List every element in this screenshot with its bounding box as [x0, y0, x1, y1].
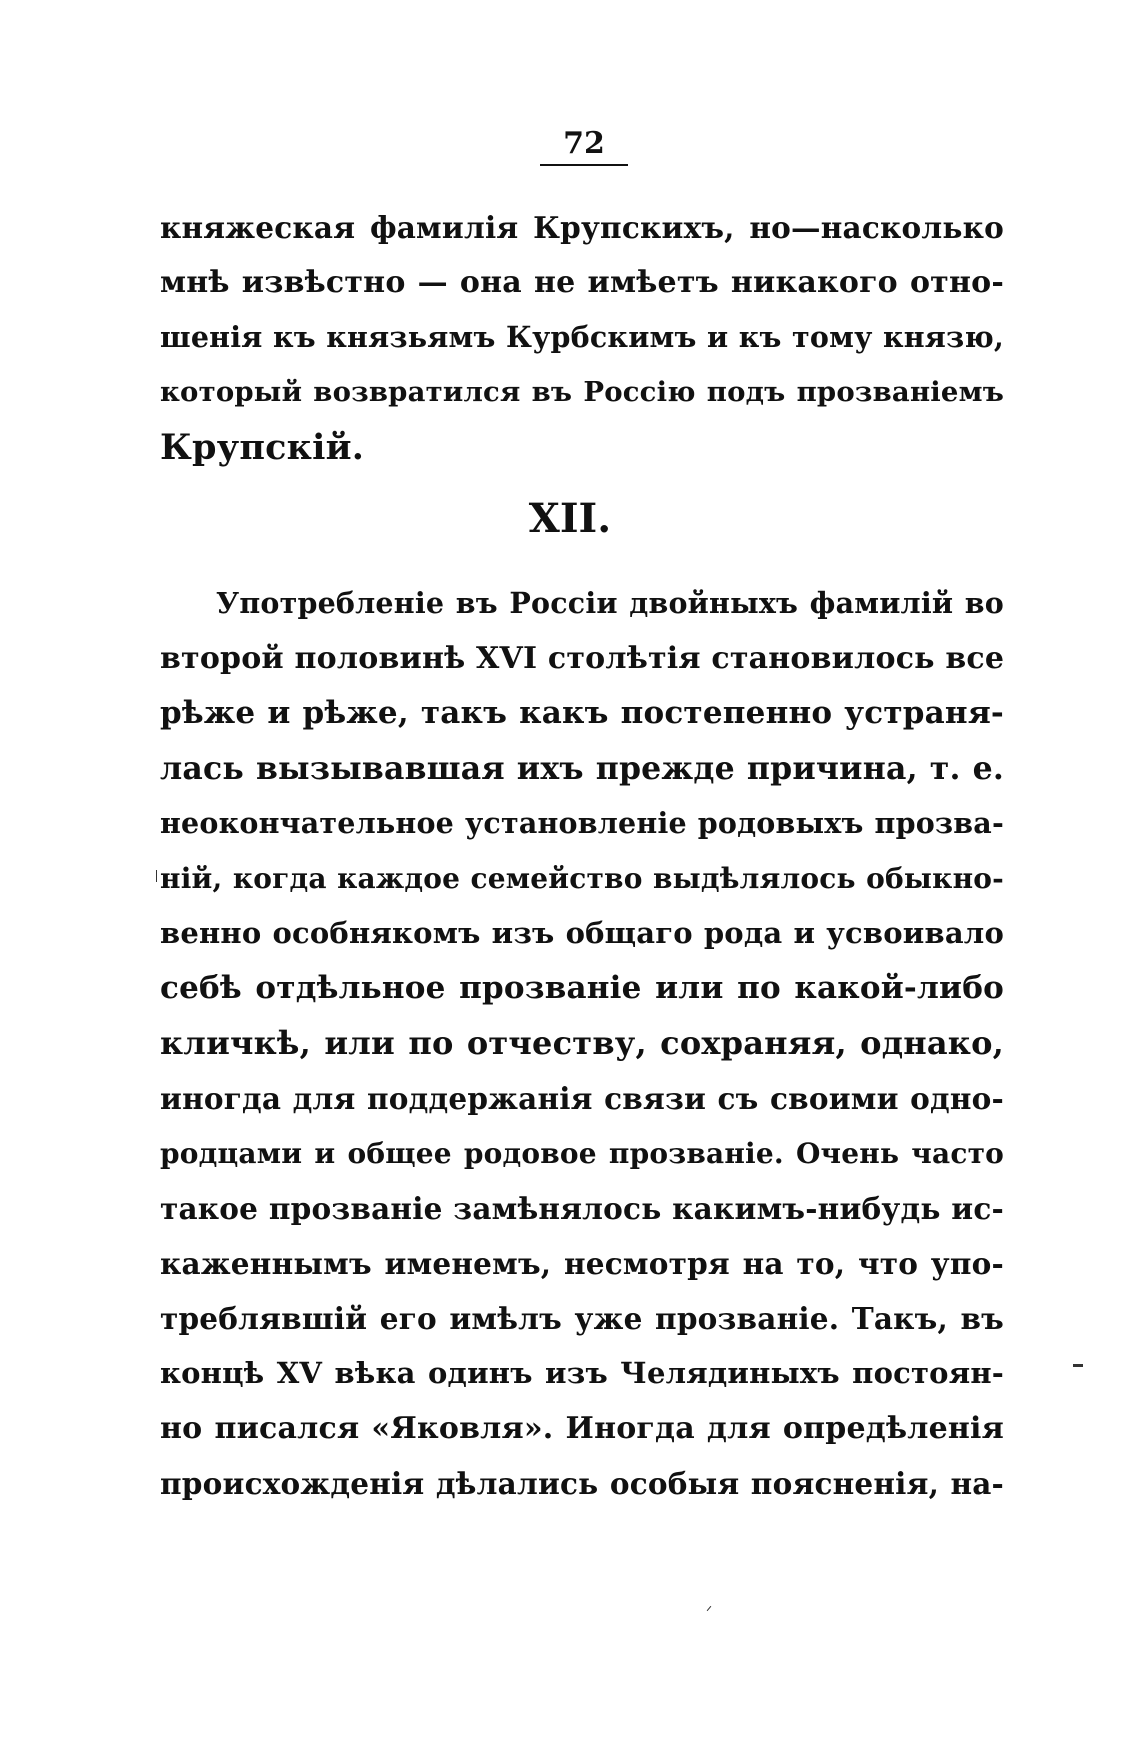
text-line: родцами и общее родовое прозваніе. Очень часто	[160, 1137, 1004, 1170]
text-line: кличкѣ, или по отчеству, сохраняя, однако,	[160, 1024, 1004, 1062]
text-line: Употребленіе въ Россіи двойныхъ фамилій во	[216, 586, 1004, 620]
text-line: рѣже и рѣже, такъ какъ постепенно устраня-	[160, 695, 1004, 731]
text-line: такое прозваніе замѣнялось какимъ-нибудь ис-	[160, 1191, 1004, 1226]
text-line: шенія къ князьямъ Курбскимъ и къ тому князю,	[160, 320, 1004, 354]
text-line: треблявшій его имѣлъ уже прозваніе. Такъ, въ	[160, 1301, 1004, 1336]
text-line: неокончательное установленіе родовыхъ прозва-	[160, 806, 1004, 840]
text-line: концѣ XV вѣка одинъ изъ Челядиныхъ постоян-	[160, 1356, 1004, 1390]
text-line: каженнымъ именемъ, несмотря на то, что упо-	[160, 1246, 1004, 1281]
text-line: происхожденія дѣлались особыя поясненія, на-	[160, 1466, 1004, 1501]
text-line: венно особнякомъ изъ общаго рода и усвоивало	[160, 916, 1004, 950]
scan-speck	[707, 1606, 712, 1611]
text-line: лась вызывавшая ихъ прежде причина, т. е.	[160, 750, 1004, 787]
text-line: второй половинѣ XVI столѣтія становилось все	[160, 641, 1005, 676]
text-line: но писался «Яковля». Иногда для опредѣленія	[160, 1411, 1004, 1446]
text-line: мнѣ извѣстно — она не имѣетъ никакого отно-	[160, 265, 1004, 300]
page-number: 72	[540, 126, 628, 166]
paragraph-main	[160, 576, 1004, 1511]
text-line: ній, когда каждое семейство выдѣлялось обыкно-	[160, 862, 1004, 895]
paragraph-continuation	[160, 200, 1004, 475]
text-line: иногда для поддержанія связи съ своими одно-	[160, 1081, 1004, 1116]
text-line: который возвратился въ Россію подъ прозваніемъ	[160, 376, 1004, 408]
scan-speck	[156, 870, 157, 882]
text-line: княжеская фамилія Крупскихъ, но—насколько	[160, 210, 1004, 245]
scan-speck	[1073, 1364, 1083, 1367]
text-line: себѣ отдѣльное прозваніе или по какой-либо	[160, 970, 1004, 1006]
text-line: Крупскій.	[160, 427, 365, 468]
section-heading: XII.	[528, 495, 612, 542]
